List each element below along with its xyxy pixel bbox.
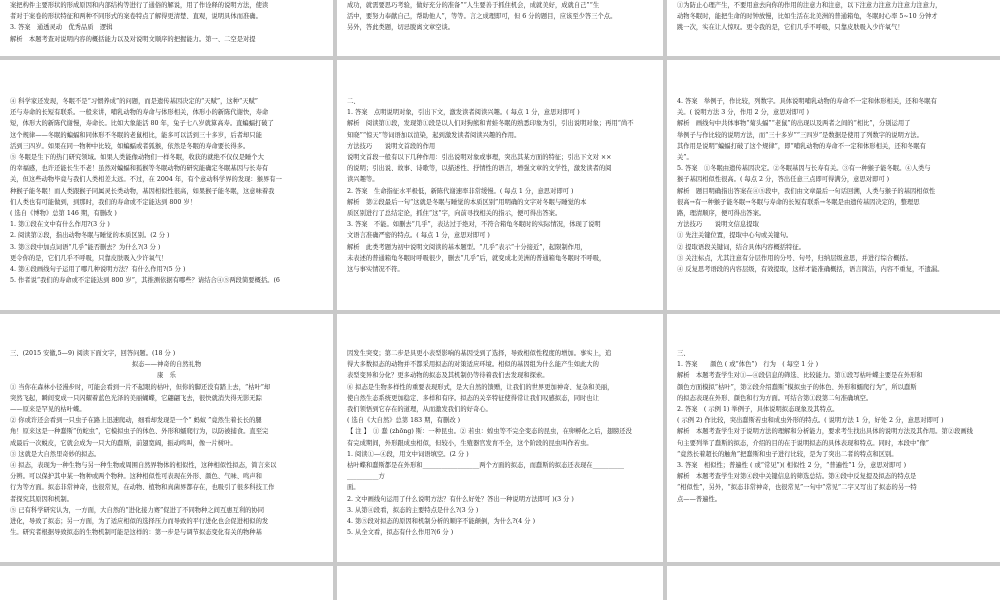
page-mid-left — [0, 60, 333, 310]
text-line: 4. 第⑤段对拟态的原因和机制分析的顺序不能颠倒，为什么?(4 分 ) — [347, 518, 536, 526]
text-line: 方法技巧 说明文信息提取 — [677, 221, 759, 229]
text-line: 1. 第①段在文中有什么作用?(3 分 ) — [10, 221, 110, 229]
text-line: 路，理清顺序，便可得出答案。 — [677, 210, 766, 218]
text-line: 3. 从第④段看，拟态的主要特点是什么?(3 分 ) — [347, 506, 479, 514]
text-line: 解析 此类考题为初中说明文阅读的基本题型。“几乎”表示“十分接近”，起限制作用， — [347, 243, 587, 251]
text-line: ① 当你在森林小径漫步时，可能会看到一片不起眼的枯叶，但你的脚还没有踏上去，“枯叶”却 — [10, 383, 271, 391]
page-bottom-left — [0, 566, 333, 600]
text-line: ⑥ 拟态是生物多样性的重要表现形式，是大自然的馈赠，让我们的世界更加神奇、复杂和美丽， — [347, 383, 614, 391]
text-line: 因发生突变；第二步是具更小表型影响的基因受到了选择，导致相似性程度的增加。事实上，追 — [347, 350, 612, 357]
text-line: 拟态——神奇的自然礼物 — [131, 361, 202, 369]
text-line: 动物冬眠时，能把生命的时钟放慢，比如生活在北美洲的普通箱龟，冬眠时心率 5~10 分钟才 — [677, 13, 938, 21]
text-line: 解析 第②段最后一句“这就是冬眠与睡觉的本质区别”用明确的文字对冬眠与睡觉的本 — [347, 198, 587, 206]
text-line: 这与事实情况不符。 — [347, 266, 404, 274]
text-line: 表型变异和分化？更多动物的拟态及其机制仍等待着我们去发现和探索。 — [347, 372, 549, 380]
text-line: 解析 阅读第①段，发现第①段是以人们对狗熊和青蛙冬眠的熟悉印象为引，引出说明对象；再用“尚不 — [347, 120, 634, 128]
text-line: 其作用是说明“蝙蝠打破了这个规律”，即“哺乳动物的寿命不一定和体形相关，还和冬眠有 — [677, 142, 926, 150]
text-line: 方法技巧 说明文首段的作用 — [347, 142, 436, 150]
text-line: __________方 — [347, 473, 385, 481]
text-line: 突然飞起，瞬间变成一只闪耀着蓝色光泽的美丽蝴蝶，它翩翩飞去，很快就消失得无影无踪 — [10, 394, 262, 402]
text-line: 2. 答案 生命指征水平极低，新陈代谢速率非常缓慢。( 每点 1 分，意思对即可 ) — [347, 187, 574, 195]
text-line: 关”。 — [677, 154, 693, 162]
text-line: 2. 答案 ( 示例 1) 举例子，具体说明拟态现象及其特点。 — [677, 406, 839, 414]
text-line: 3. 第③段中加点词语“几乎”能否删去？为什么?(3 分 ) — [10, 243, 161, 251]
text-line: 这个规律——冬眠的蝙蝠和同体形不冬眠的老鼠相比，能多可以活到三十多岁，后者却只能 — [10, 131, 262, 139]
text-line: ① 先注关键位置，提取中心句或关键句。 — [677, 232, 793, 240]
text-line: 种猴子能冬眠！而人类跟猴子同属灵长类动物，基因相似性很高，如果猴子能冬眠，这意味着我 — [10, 187, 275, 195]
page-low-left — [0, 314, 333, 562]
text-line: 我们领悟到它存在的道理，从而激发我们的好奇心。 — [347, 406, 492, 414]
text-line: ⑤ 已有科学研究认为，一方面，大自然的“进化接力赛”促进了不同物种之间互惠互利的协同 — [10, 506, 265, 514]
text-line: 使自然生态系统更加稳定、多样和有序。拟态的关辛特征使得常让我们叹感拟态，同时也让 — [347, 394, 599, 402]
text-line: 举例子与作比较的说明方法，而“三十多岁”“三四岁”是数据是使用了列数字的说明方法。 — [677, 131, 923, 139]
text-line: 的说明；引出说、故事、诗歌等，以描述性、抒情性的语言，增强文章的文学性，激发读者的阅 — [347, 165, 612, 173]
text-line: 解析 本题考查学生对于说明方法的理解和分析能力，要求考生找出具体的说明方法及其作用。第②段画线 — [677, 428, 973, 436]
text-line: ④ 拟态，表现为一种生物与另一种生物或周围自然界物体的相似性，这种相似性拟态，简言来以 — [10, 462, 277, 470]
text-line: 跳一次，实在让人惊叹。更令我的是，它们几乎不呼吸，只靠皮肤吸入少许氧气！ — [677, 24, 904, 32]
text-line: 3. 答案 不能。如删去“几乎”，表达过于绝对，不符合箱龟冬眠时的实际情况，体现了说明 — [347, 221, 601, 229]
page-top-right — [667, 0, 1000, 56]
text-line: “相似性”，另外，“拟态非常神奇，也很常见”一句中“常见”二字又写出了拟态的另一特 — [677, 484, 917, 492]
text-line: 2. 文中画线句运用了什么说明方法？有什么好处？答出一种说明方法即可 )(3 分 ) — [347, 495, 574, 503]
text-line: ③ 关注标点，尤其注意有分层作用的分号、句号，归纳层级意思，并进行综合概括。 — [677, 254, 912, 262]
text-line: 得大多数拟态的动物并不都采用拟态的对策适应环境。相似的基因组为什么能产生如此大的 — [347, 361, 599, 369]
text-line: 猴子基因相似性很高。( 每点 2 分，答出任意三点即可得满分，意思对即可 ) — [677, 176, 890, 184]
text-line: 还与寿命的长短有联系。一般来讲，哺乳动物的寿命与体形相关，体形小的新陈代谢快，寿命 — [10, 109, 269, 117]
text-line: 3. 答案 通透灵动 优秀品质 逻辑 — [10, 24, 113, 32]
text-line: 进化，导致了拟态；另一方面，为了适应相似的选择压力而导致的平行进化也会促进相似的发 — [10, 518, 269, 526]
text-line: 关，但这些动物毕竟与我们人类相差太远。不过，在 2004 年，有个意动科学界的发现：猴界有一 — [10, 176, 282, 184]
text-line: 1. 答案 点明说明对象，引出下文，激发读者阅读兴趣。( 每点 1 分，意思对即可 ) — [347, 109, 580, 117]
text-line: 另外，答此类题，切忌脱离文章空谈。 — [347, 24, 455, 32]
text-line: 解析 画线句中共体事物“菊头蝠”“老鼠”的出现以及两者之间的“相比”，分别运用了 — [677, 120, 911, 128]
text-line: 说明文首段一般有以下几种作用：引出说明对象或事理，突出其某方面的特征；引出下文对 ×× — [347, 154, 612, 162]
text-line: ——原来是罕见的枯叶蝶。 — [10, 406, 86, 414]
text-line: 者对于案卷的形状特征和两种不同形式的案卷特点了解得更清楚、直观，说明具体而准确。 — [10, 13, 262, 21]
text-line: ⑤ 冬眠是生下的热门研究领域。如果人类能像动物们一样冬眠，收获的就绝不仅仅是睡个大 — [10, 154, 264, 162]
text-line: 角！原来这是一种蠢斯“仿蛇虫”，它模拟虫子的体色、外形和蠕爬行为，以防被捕食。直至完 — [10, 428, 269, 436]
text-line: 知晓”“惊天”等词语加以渲染，起到激发读者阅读兴趣的作用。 — [347, 131, 521, 139]
text-line: 1. 阅读①—④段，用文中词语填空。(2 分 ) — [347, 450, 469, 458]
text-line: 们人类也有可能做到，到那时，我们的寿命或不定能达到 800 岁！ — [10, 198, 197, 206]
text-line: 解析 本题考查学生对①—④段信息的筛选、比较能力。第①段写枯叶蝶主要是在外形和 — [677, 372, 923, 380]
text-line: 三、 — [677, 350, 690, 357]
text-line: 文语言准确严密的特点。( 每点 1 分，意思对即可 ) — [347, 232, 490, 240]
page-mid-mid — [337, 60, 663, 310]
text-line: 解析 本题考查学生对第④段中关键信息的筛选总结。第④段中反复提及拟态的特点是 — [677, 473, 917, 481]
text-line: 关。( 说明方法 3 分，作用 2 分，意思对即可 ) — [677, 109, 809, 117]
text-line: 更令你的是，它们几乎不呼吸，只靠皮肤吸入少许氧气！ — [10, 254, 168, 262]
text-line: 短，体形大的新陈代谢慢，寿命长。比如大象能活 80 年，兔子七八岁就算高寿。直蝙蝠打破了 — [10, 120, 274, 128]
page-low-mid — [337, 314, 663, 562]
text-line: 解析 本题考查对说明内容的概括能力以及对说明文顺序的把握能力。第一、二空是对提 — [10, 35, 256, 43]
page-low-right — [667, 314, 1000, 562]
text-line: ② 你或许还会看到一只虫子在路上迅速爬动，细看却发现是一个“ 蚂蚁 ”竟然生着长长的腿 — [10, 417, 262, 425]
text-line: 生。研究者根据导致拟态的生物机制可能是这样的：第一步是与调节拟态变化有关的物种基 — [10, 529, 262, 537]
text-line: 很高→有一种猴子能冬眠→冬眠与寿命的长短有联系→冬眠是由遗传基因决定的，整理思 — [677, 198, 920, 206]
text-line: 活中，要努力奉献自己，帮助他人”，等等。言之成理即可，但 6 分的题目，应该至少答三个点。 — [347, 13, 617, 21]
text-line: 5. 答案 ①冬眠由遗传基因决定。②冬眠基因与长寿有关。③有一种猴子能冬眠。④人类与 — [677, 165, 931, 173]
text-line: 读兴趣等。 — [347, 176, 379, 184]
text-line: 康 乐 — [157, 372, 176, 380]
text-line: 案把构件主要形状的形成原因和内部结构等进行了通俗的解说，用了作诠释的说明方法，使读 — [10, 2, 269, 9]
text-line: ( 选自《大自然》总第 183 期，有删改 ) — [347, 417, 461, 425]
text-line: 二、 — [347, 98, 360, 105]
text-line: ( 示例 2) 作比较，突出蠢斯若虫和成虫外形的特点。( 说明方法 1 分，好处 2 分，意思对即可 ) — [677, 417, 944, 425]
text-line: ② 提取语段关键词，结合具体内容概括特征。 — [677, 243, 805, 251]
text-line: 1. 答案 颜色 ( 或“体色”) 行为 ( 每空 1 分 ) — [677, 361, 819, 369]
text-line: 活到三四岁。如果在同一物种中比较，如蝙蝠或者狐猴，依然是冬眠的寿命要长得多。 — [10, 142, 250, 150]
text-line: ④ 反复思考语段的内容层级，有效提取，这样才能准确概括，语言简洁，内容不重复，不遗漏。 — [677, 266, 944, 274]
text-line: 颜色方面模拟“枯叶”，第②段介绍蠢斯“模拟虫子的体色、外形和蠕爬行为”，所以蠢斯 — [677, 383, 917, 391]
page-top-mid — [337, 0, 663, 56]
text-line: 行为等方面。拟态非常神奇，也很常见，在动物、植物和真菌界都存在，也吸引了很多科技工作 — [10, 484, 275, 492]
text-line: 的幸福感，也许还能长生不老！虽然对蝙蝠和狐猴等冬眠动物的研究能确定冬眠基因与长寿有 — [10, 165, 269, 173]
text-line: 者探究其原因和机制。 — [10, 495, 73, 503]
text-line: 5. 作者说“我们的寿命或不定能达到 800 岁”，其推测依据有哪些？请结合④⑤两段简要概括。(6 — [10, 277, 280, 285]
text-line: 有完成期间，外形跟成虫相似，但较小，生殖器官发育不全，这个阶段的昆虫叫作若虫。 — [347, 439, 593, 447]
text-line: 的拟态表现在外形、颜色和行为方面。可结合第①段第二句准确填空。 — [677, 394, 873, 402]
text-line: 未表述的普通箱龟冬眠时呼吸很少，删去“几乎”后，就变成北美洲的普通箱龟冬眠时不呼吸， — [347, 254, 606, 262]
text-line: 质区别进行了总结定论，抓住“这”字，向前寻找相关的指示，便可得出答案。 — [347, 210, 562, 218]
text-line: 【 注 】 ① 蠢 (zhōng) 斯：一种昆虫。② 若虫：蝗虫等不完全变态的昆虫，在卵孵化之后，翅膀还没 — [347, 428, 632, 436]
page-mid-right — [667, 60, 1000, 310]
text-line: ( 选自《博物》总第 146 期，有删改 ) — [10, 210, 117, 218]
text-line: 5. 从全文看，拟态有什么作用?(6 分 ) — [347, 529, 454, 537]
text-line: 面。 — [347, 484, 360, 492]
text-line: 枯叶蝶和蠢斯都是在外形和__________________两个方面的拟态，而蠢斯的拟态还表现在__________ — [347, 462, 625, 470]
text-line: 分辨。可以保护其中某一物种或两个物种。这种相似性可表现在外形、颜色、气味、鸣声和 — [10, 473, 262, 481]
text-line: “竟然长着超长的触角”把蠢斯和虫子进行比较，是为了突出二者的特点和区别。 — [677, 450, 898, 458]
text-line: 三、(2015 安徽,5—9) 阅读下面文字，回答问题。(18 分 ) — [10, 350, 176, 357]
text-line: 4. 第④段画线句子运用了哪几种说明方法？有什么作用?(5 分 ) — [10, 266, 186, 274]
text-line: 2. 阅读第②段，指出动物冬眠与睡觉的本质区别。(2 分 ) — [10, 232, 170, 240]
text-line: 句主要列举了蠢斯的拟态，介绍的目的在于说明拟态的具体表现和特点。同时，本段中“像” — [677, 439, 930, 447]
text-line: ③ 这就是大自然里奇妙的拟态。 — [10, 450, 101, 458]
text-line: 成最后一次蜕皮，它就会成为一只大的蠢斯，前翅宽阔，振动鸣叫，像一片树叶。 — [10, 439, 237, 447]
page-bottom-right — [667, 566, 1000, 600]
text-line: 3. 答案 相似性；普遍性 ( 或“常见”)( 相似性 2 分，“普遍性”1 分，意思对即可 ) — [677, 462, 907, 470]
text-line: 解析 题目明确指出答案在④⑤段中，我们由文章最后一句话回溯，人类与猴子的基因相似性 — [677, 187, 936, 195]
text-line: ④ 科学家还发现，冬眠不是“习惯养成”的问题，而是遗传基因决定的“天赋”，这种“天赋” — [10, 98, 259, 105]
text-line: ①为防止心理产生，不要用意去向你的作用的注意力和注意，以下注意力注意力注意力注意力， — [677, 2, 942, 9]
text-line: 点——普遍性。 — [677, 495, 722, 503]
text-line: 4. 答案 举例子，作比较，列数字。具体说明哺乳动物的寿命不一定和体形相关，还和冬眠有 — [677, 98, 937, 105]
page-bottom-mid — [337, 566, 663, 600]
page-top-left — [0, 0, 333, 56]
text-line: 成功，就需要思巧考验，做好充分的准备”“人生要善于抓住机会，成就美好，成就自己”“生 — [347, 2, 600, 9]
